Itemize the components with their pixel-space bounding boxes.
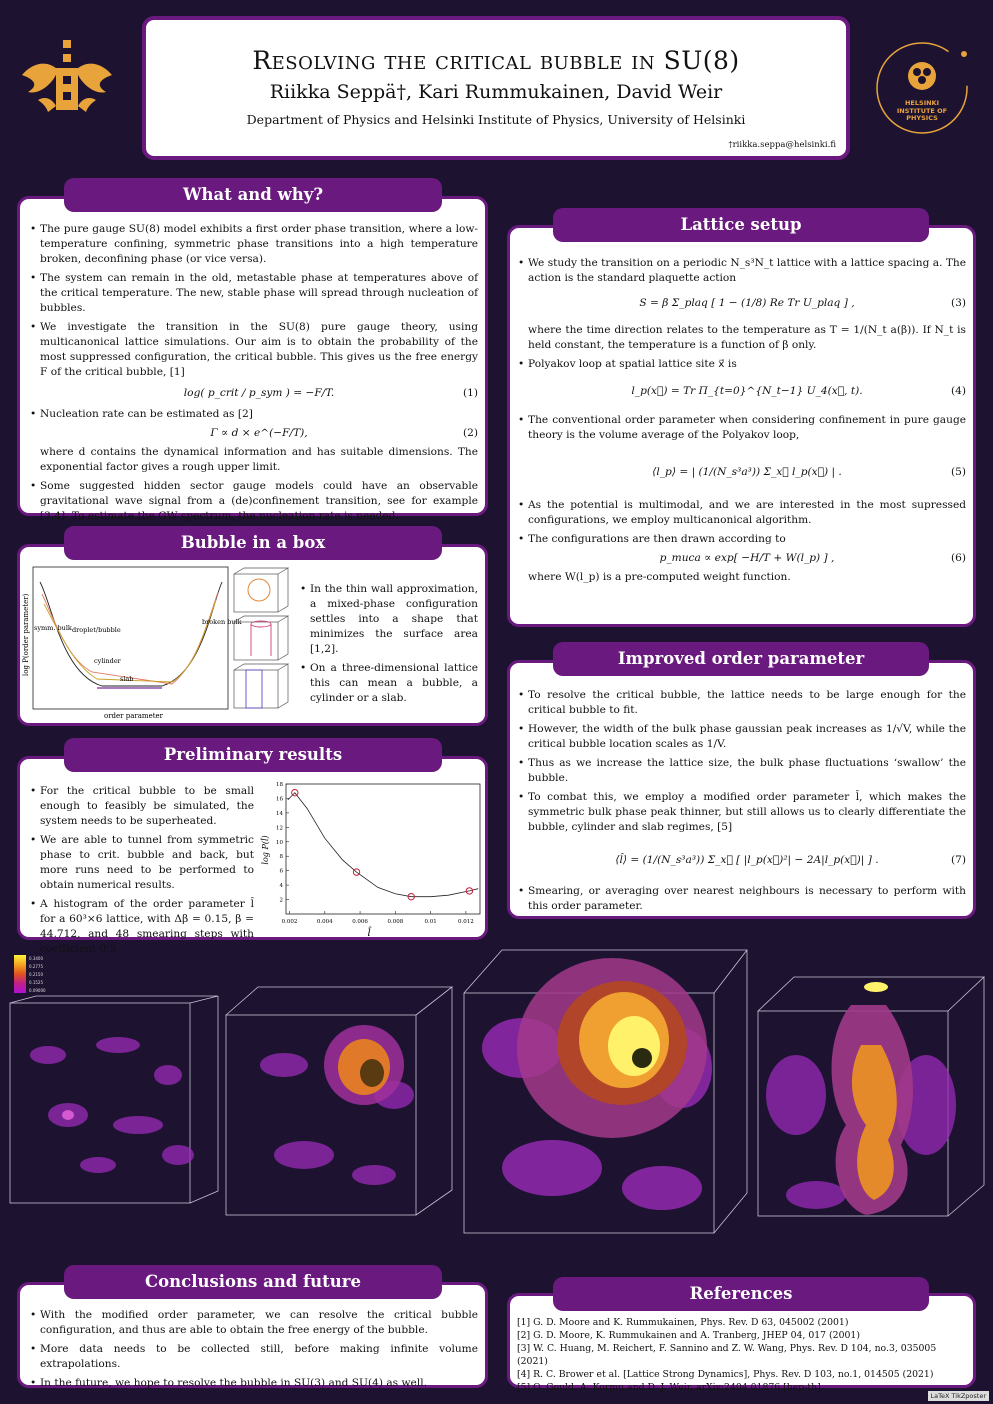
equation-text: Γ ∝ d × e^(−F/T),: [210, 427, 308, 439]
list-item: • However, the width of the bulk phase gaussian peak increases as 1/√V, while the critical bubble location scales as 1/V.: [518, 722, 966, 752]
prelim-text: [30, 784, 254, 961]
list-item: • For the critical bubble to be small enough to feasibly be simulated, the system needs to be superheated.: [30, 784, 254, 829]
y-tick-label: 4: [279, 883, 283, 890]
list-item: [30, 320, 478, 401]
equation-1: [40, 386, 478, 401]
lattice-heading: Lattice setup: [553, 208, 929, 242]
what-why-heading: What and why?: [64, 178, 442, 212]
equation-number: (2): [462, 427, 478, 439]
y-tick-label: 10: [276, 839, 283, 846]
equation-number: (7): [950, 854, 966, 866]
y-tick-label: 2: [279, 897, 283, 904]
list-item-text: where W(l_p) is a pre-computed weight function.: [528, 571, 791, 583]
list-item-text: Nucleation rate can be estimated as [2]: [40, 408, 253, 420]
x-tick-label: 0.012: [458, 919, 474, 925]
improved-heading: Improved order parameter: [553, 642, 929, 676]
improved-body: [518, 688, 966, 918]
university-flame-logo: [18, 40, 116, 120]
x-tick-label: 0.01: [424, 919, 437, 925]
sketch-slab-label: slab: [120, 675, 134, 683]
list-item: • With the modified order parameter, we can resolve the critical bubble configuration, and thus are able to obtain the free energy of the bubble.: [30, 1308, 478, 1338]
x-tick-label: 0.006: [352, 919, 368, 925]
equation-4: [528, 384, 966, 399]
equation-5: [528, 465, 966, 480]
reference-item: [2] G. D. Moore, K. Rummukainen and A. Tranberg, JHEP 04, 017 (2001): [517, 1330, 860, 1341]
histogram-chart: [258, 778, 486, 938]
reference-item: [4] R. C. Brower et al. [Lattice Strong Dynamics], Phys. Rev. D 103, no.1, 014505 (2021): [517, 1369, 934, 1380]
list-item-text: We investigate the transition in the SU(8) pure gauge theory, using multicanonical lattice simulations. Our aim is to obtain the probability of the most suppressed configuration, the critical bubble. This gives us the free energy F of the critical bubble, [1]: [40, 321, 478, 378]
list-item: • Smearing, or averaging over nearest neighbours is necessary to perform with this order parameter.: [518, 884, 966, 914]
list-item: • Thus as we increase the lattice size, the bulk phase fluctuations ‘swallow’ the bubble.: [518, 756, 966, 786]
list-item: • A histogram of the order parameter l̂ for a 60³×6 lattice, with Δβ = 0.15, β = 44.712, and 48 smearing steps with coefficient 0.5.: [30, 897, 254, 957]
bubble-box-text: [300, 582, 478, 710]
y-tick-label: 6: [279, 868, 283, 875]
bubble-cylinder-slab-cubes: [232, 566, 292, 716]
list-item-text: The conventional order parameter when considering confinement in pure gauge theory is the volume average of the Polyakov loop,: [528, 414, 966, 441]
hip-logo: [872, 38, 972, 138]
what-why-body: [30, 222, 478, 528]
colorbar-label: 0.1525: [29, 980, 43, 985]
sketch-broken-label: broken bulk: [202, 618, 242, 626]
list-item: [518, 256, 966, 353]
colorbar-legend: [14, 955, 54, 995]
list-item: [518, 532, 966, 585]
equation-7: [528, 853, 966, 868]
bubble-sketch-plot: [22, 564, 242, 722]
prelim-heading: Preliminary results: [64, 738, 442, 772]
equation-number: (3): [950, 297, 966, 309]
sketch-xlabel: order parameter: [104, 712, 164, 720]
y-tick-label: 14: [276, 810, 283, 817]
render-symmetric-phase: [8, 995, 223, 1220]
equation-3: [528, 296, 966, 311]
list-item-text: where d contains the dynamical information and has suitable dimensions. The exponential factor gives a rough upper limit.: [40, 446, 478, 473]
list-item: • In the future, we hope to resolve the bubble in SU(3) and SU(4) as well.: [30, 1376, 478, 1391]
x-axis-label: l̂: [367, 928, 371, 939]
list-item: • As the potential is multimodal, and we are interested in the most supressed configurations, we employ multicanonical algorithm.: [518, 498, 966, 528]
hip-logo-text: HELSINKI INSTITUTE OF PHYSICS: [896, 99, 948, 122]
conclusions-body: [30, 1308, 478, 1395]
render-critical-bubble-small: [224, 985, 456, 1220]
list-item-text: We study the transition on a periodic N_s³N_t lattice with a lattice spacing a. The action is the standard plaquette action: [528, 257, 966, 284]
equation-number: (6): [950, 552, 966, 564]
footer-badge: LaTeX TikZposter: [928, 1391, 990, 1401]
reference-item: [5] O. Gould, A. Kormu and D. J. Weir, arXiv:2404.01876 [hep-th].: [517, 1382, 824, 1393]
list-item: [30, 407, 478, 475]
render-critical-bubble-large: [462, 948, 752, 1240]
equation-text: S = β Σ_plaq [ 1 − (1/8) Re Tr U_plaq ] ,: [639, 297, 855, 309]
list-item-text: To combat this, we employ a modified order parameter l̂, which makes the symmetric bulk phase peak thinner, but still allows us to clearly differentiate the bubble, cylinder and slab regimes, [5]: [528, 791, 966, 833]
list-item: • The system can remain in the old, metastable phase at temperatures above of the critical temperature. The new, stable phase will spread through nucleation of bubbles.: [30, 271, 478, 316]
equation-text: ⟨l_p⟩ = | (1/(N_s³a³)) Σ_x⃗ l_p(x⃗) | .: [652, 466, 842, 478]
x-tick-label: 0.002: [281, 919, 298, 925]
sketch-cylinder-label: cylinder: [94, 657, 121, 665]
list-item: [518, 790, 966, 868]
poster-header: [142, 16, 850, 160]
y-tick-label: 8: [279, 854, 283, 861]
colorbar-label: 0.2150: [29, 972, 43, 977]
list-item: • To resolve the critical bubble, the lattice needs to be large enough for the critical bubble to fit.: [518, 688, 966, 718]
list-item-text: The configurations are then drawn according to: [528, 533, 786, 545]
colorbar-label: 0.2775: [29, 964, 43, 969]
poster-authors: Riikka Seppä†, Kari Rummukainen, David Weir: [269, 81, 723, 103]
author-email: †riikka.seppa@helsinki.fi: [728, 140, 836, 150]
y-tick-label: 12: [276, 825, 283, 832]
references-heading: References: [553, 1277, 929, 1311]
list-item-text: where the time direction relates to the temperature as T = 1/(N_t a(β)). If N_t is held constant, the temperature is a function of β only.: [528, 324, 966, 351]
lattice-body: [518, 256, 966, 589]
list-item: • The pure gauge SU(8) model exhibits a first order phase transition, where a low-temperature confining, symmetric phase transitions into a high temperature broken, deconfining phase (or vice versa).: [30, 222, 478, 267]
references-list: [517, 1316, 969, 1394]
conclusions-heading: Conclusions and future: [64, 1265, 442, 1299]
reference-item: [1] G. D. Moore and K. Rummukainen, Phys. Rev. D 63, 045002 (2001): [517, 1317, 849, 1328]
list-item: • We are able to tunnel from symmetric phase to crit. bubble and back, but more runs need to be performed to obtain numerical results.: [30, 833, 254, 893]
data-line: [288, 793, 478, 897]
equation-2: [40, 426, 478, 441]
equation-number: (4): [950, 385, 966, 397]
sketch-sym-label: symm. bulk: [34, 624, 72, 632]
colorbar-label: 0.09000: [29, 988, 46, 993]
equation-text: log( p_crit / p_sym ) = −F/T.: [183, 387, 335, 399]
colorbar-label: 0.3400: [29, 956, 43, 961]
equation-6: [528, 551, 966, 566]
sketch-ylabel: log P(order parameter): [22, 593, 30, 676]
list-item-text: Polyakov loop at spatial lattice site x⃗ is: [528, 358, 737, 370]
list-item: • More data needs to be collected still, before making infinite volume extrapolations.: [30, 1342, 478, 1372]
poster-affiliation: Department of Physics and Helsinki Institute of Physics, University of Helsinki: [246, 112, 746, 127]
list-item: [518, 413, 966, 480]
list-item: • On a three-dimensional lattice this can mean a bubble, a cylinder or a slab.: [300, 661, 478, 706]
equation-text: l_p(x⃗) = Tr Π_{t=0}^{N_t−1} U_4(x⃗, t).: [631, 385, 863, 397]
equation-number: (1): [462, 387, 478, 399]
list-item: [518, 357, 966, 399]
y-tick-label: 16: [276, 796, 283, 803]
list-item: • Some suggested hidden sector gauge models could have an observable gravitational wave signal from a (de)confinement transition, see for example [3,4]. To estimate the GW spectrum, the nucleation rate is needed.: [30, 479, 478, 524]
y-axis-label: log P(l̂): [261, 835, 270, 865]
equation-text: p_muca ∝ exp[ −H/T + W(l_p) ] ,: [659, 552, 835, 564]
x-tick-label: 0.004: [316, 919, 333, 925]
poster-title: Resolving the critical bubble in SU(8): [252, 46, 740, 75]
sketch-droplet-label: droplet/bubble: [72, 626, 121, 634]
x-tick-label: 0.008: [387, 919, 404, 925]
reference-item: [3] W. C. Huang, M. Reichert, F. Sannino and Z. W. Wang, Phys. Rev. D 104, no.3, 035005 (2021): [517, 1343, 937, 1367]
equation-number: (5): [950, 466, 966, 478]
list-item: • In the thin wall approximation, a mixed-phase configuration settles into a shape that minimizes the surface area [1,2].: [300, 582, 478, 657]
render-cylinder-phase: [756, 975, 986, 1225]
bubble-box-heading: Bubble in a box: [64, 526, 442, 560]
y-tick-label: 18: [276, 782, 283, 788]
equation-text: ⟨l̂⟩ = (1/(N_s³a³)) Σ_x⃗ [ |l_p(x⃗)²| − 2A|l_p(x⃗)| ] .: [615, 854, 879, 866]
